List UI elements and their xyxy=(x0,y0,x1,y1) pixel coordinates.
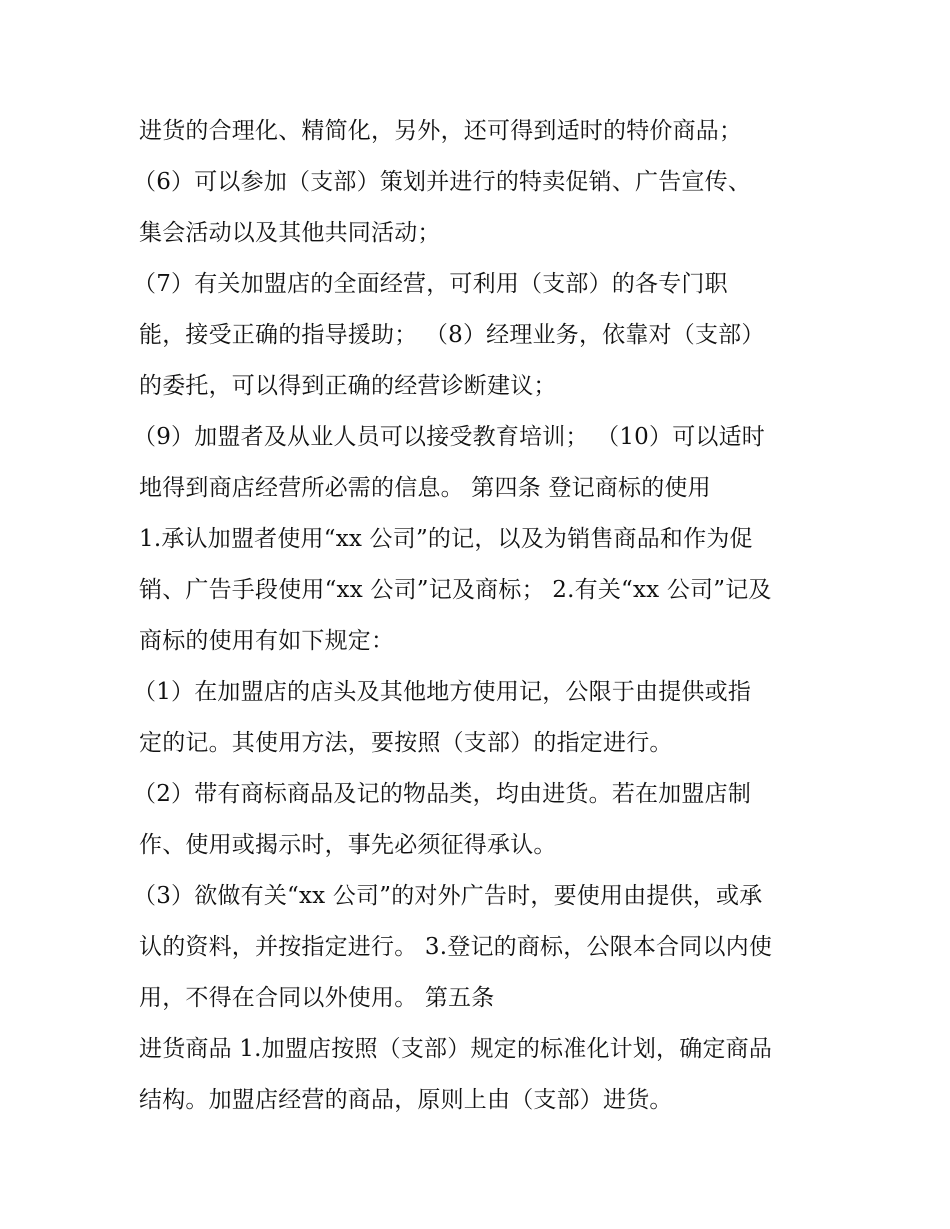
text-line: 定的记。其使用方法，要按照（支部）的指定进行。 xyxy=(139,730,673,756)
body-text xyxy=(133,110,819,1130)
text-line: 地得到商店经营所必需的信息。 第四条 登记商标的使用 xyxy=(139,475,711,501)
text-line: 商标的使用有如下规定： xyxy=(139,628,395,654)
text-line: 1.承认加盟者使用“xx 公司”的记，以及为销售商品和作为促 xyxy=(139,526,753,552)
text-line: 进货的合理化、精简化，另外，还可得到适时的特价商品； xyxy=(139,118,743,144)
text-line: （7）有关加盟店的全面经营，可利用（支部）的各专门职 xyxy=(133,271,728,297)
text-line: （2）带有商标商品及记的物品类，均由进货。若在加盟店制 xyxy=(133,781,752,807)
text-line: 作、使用或揭示时，事先必须征得承认。 xyxy=(139,832,557,858)
text-line: 结构。加盟店经营的商品，原则上由（支部）进货。 xyxy=(139,1087,673,1113)
text-line: （3）欲做有关“xx 公司”的对外广告时，要使用由提供，或承 xyxy=(133,883,763,909)
text-line: （9）加盟者及从业人员可以接受教育培训； （10）可以适时 xyxy=(133,424,766,450)
text-line: 能，接受正确的指导援助； （8）经理业务，依靠对（支部） xyxy=(139,322,765,348)
text-line: 集会活动以及其他共同活动； xyxy=(139,220,441,246)
text-line: 认的资料，并按指定进行。 3.登记的商标，公限本合同以内使 xyxy=(139,934,773,960)
text-line: 的委托，可以得到正确的经营诊断建议； xyxy=(139,373,557,399)
text-line: （6）可以参加（支部）策划并进行的特卖促销、广告宣传、 xyxy=(133,169,752,195)
text-line: 用，不得在合同以外使用。 第五条 xyxy=(139,985,495,1011)
text-line: 销、广告手段使用“xx 公司”记及商标； 2.有关“xx 公司”记及 xyxy=(139,577,772,603)
text-line: （1）在加盟店的店头及其他地方使用记，公限于由提供或指 xyxy=(133,679,752,705)
text-line: 进货商品 1.加盟店按照（支部）规定的标准化计划，确定商品 xyxy=(139,1036,773,1062)
